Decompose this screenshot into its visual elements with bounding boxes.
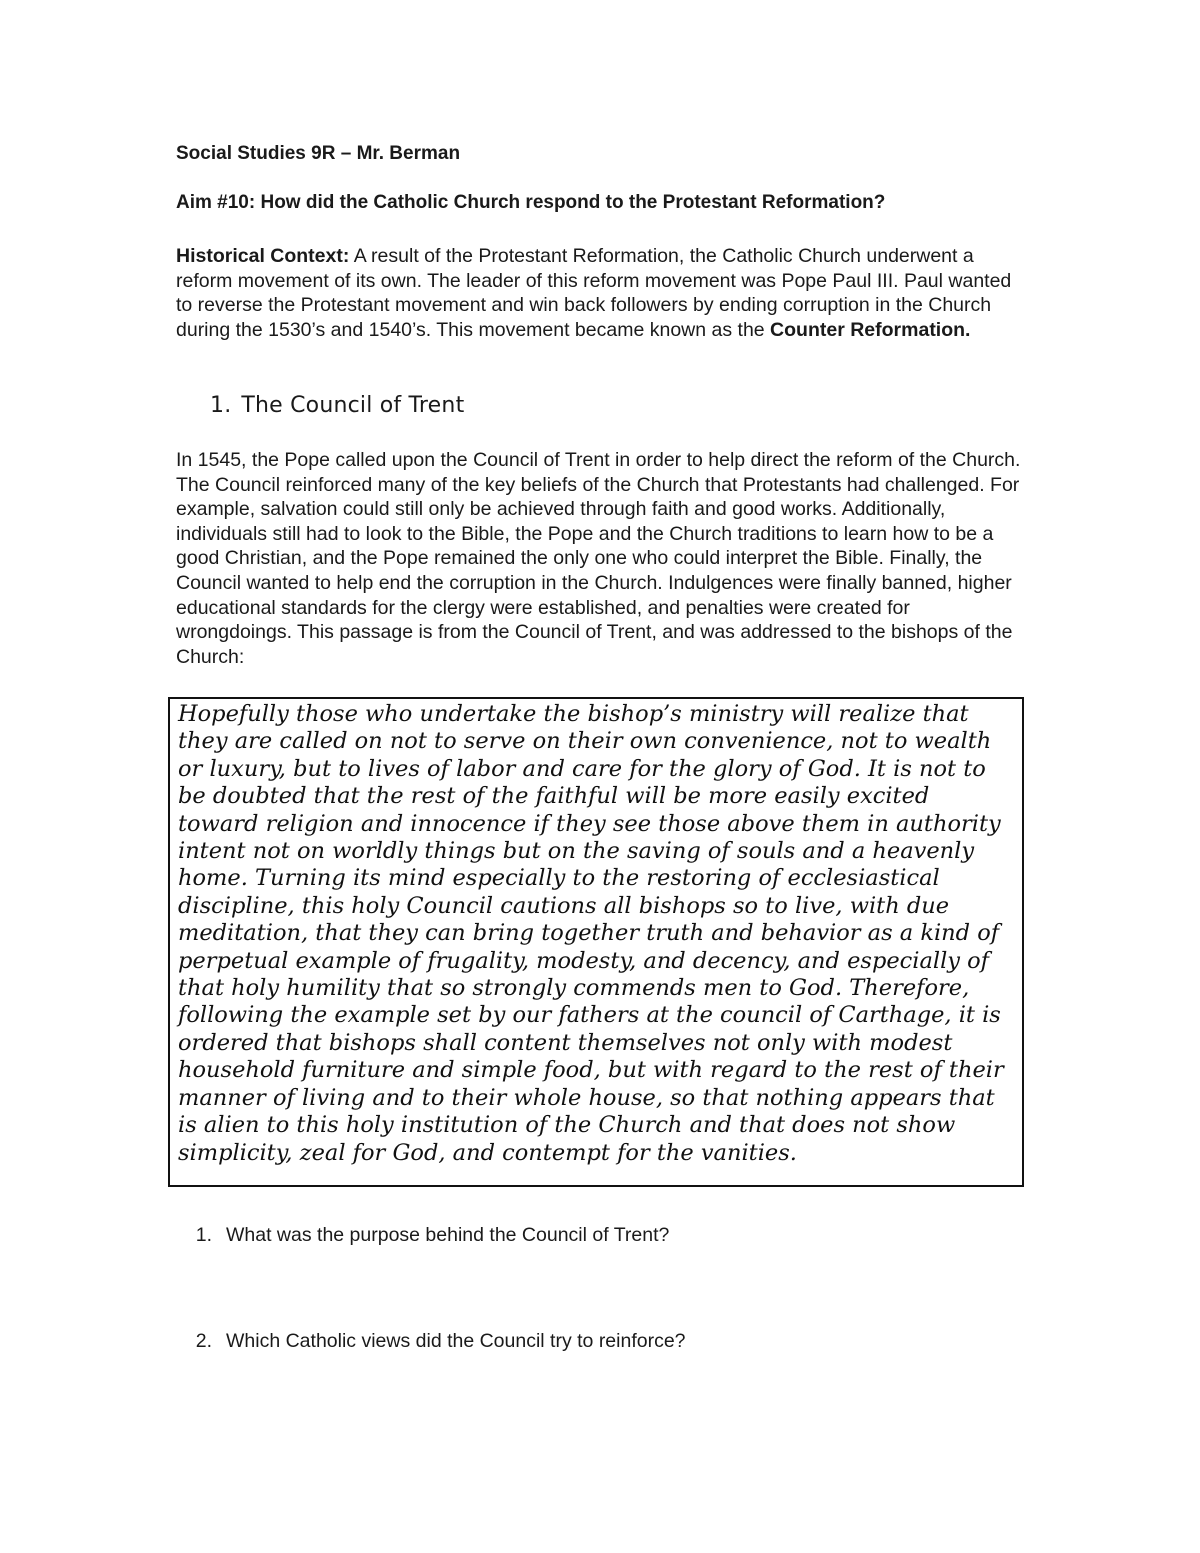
- question-number: 1.: [195, 1224, 212, 1246]
- council-of-trent-paragraph: In 1545, the Pope called upon the Council of Trent in order to help direct the reform of the Church. The Council reinforced many of the key beliefs of the Church that Protestants had challenged. For example, salvation could still only be achieved through faith and good works. Additionally, individuals still had to look to the Bible, the Pope and the Church traditions to learn how to be a good Christian, and the Pope remained the only one who could interpret the Bible. Finally, the Council wanted to help end the corruption in the Church. Indulgences were finally banned, higher educational standards for the clergy were established, and penalties were created for wrongdoings. This passage is from the Council of Trent, and was addressed to the bishops of the Church:: [176, 449, 1021, 668]
- question-number: 2.: [195, 1330, 212, 1352]
- counter-reformation-term: Counter Reformation.: [770, 318, 971, 341]
- aim-question: Aim #10: How did the Catholic Church respond to the Protestant Reformation?: [176, 192, 886, 213]
- section-number: 1.: [210, 393, 232, 418]
- section-title: The Council of Trent: [241, 393, 465, 418]
- question-item: [176, 1224, 669, 1247]
- question-text: Which Catholic views did the Council try to reinforce?: [226, 1330, 686, 1352]
- historical-context-label: Historical Context:: [176, 245, 350, 267]
- question-text: What was the purpose behind the Council of Trent?: [226, 1224, 670, 1246]
- primary-source-quote: Hopefully those who undertake the bishop’s ministry will realize that they are called on not to serve on their own convenience, not to wealth or luxury, but to lives of labor and care for the glory of God. It is not to be doubted that the rest of the faithful will be more easily excited toward religion and innocence if they see those above them in authority intent not on worldly things but on the saving of souls and a heavenly home. Turning its mind especially to the restoring of ecclesiastical discipline, this holy Council cautions all bishops so to live, with due meditation, that they can bring together truth and behavior as a kind of perpetual example of frugality, modesty, and decency, and especially of that holy humility that so strongly commends men to God. Therefore, following the example set by our fathers at the council of Carthage, it is ordered that bishops shall content themselves not only with modest household furniture and simple food, but with regard to the rest of their manner of living and to their whole house, so that nothing appears that is alien to this holy institution of the Church and that does not show simplicity, zeal for God, and contempt for the vanities.: [178, 701, 1004, 1166]
- document-title: Social Studies 9R – Mr. Berman: [176, 143, 461, 164]
- historical-context-paragraph: [176, 244, 1026, 342]
- question-item: [176, 1330, 686, 1353]
- historical-context-text: A result of the Protestant Reformation, the Catholic Church underwent a reform movement of its own. The leader of this reform movement was Pope Paul III. Paul wanted to reverse the Protestant movement and win back followers by ending corruption in the Church during the 1530’s and 1540’s. This movement became known as the: [176, 245, 1012, 341]
- primary-source-quote-box: [168, 697, 1024, 1187]
- section-heading: [210, 393, 464, 418]
